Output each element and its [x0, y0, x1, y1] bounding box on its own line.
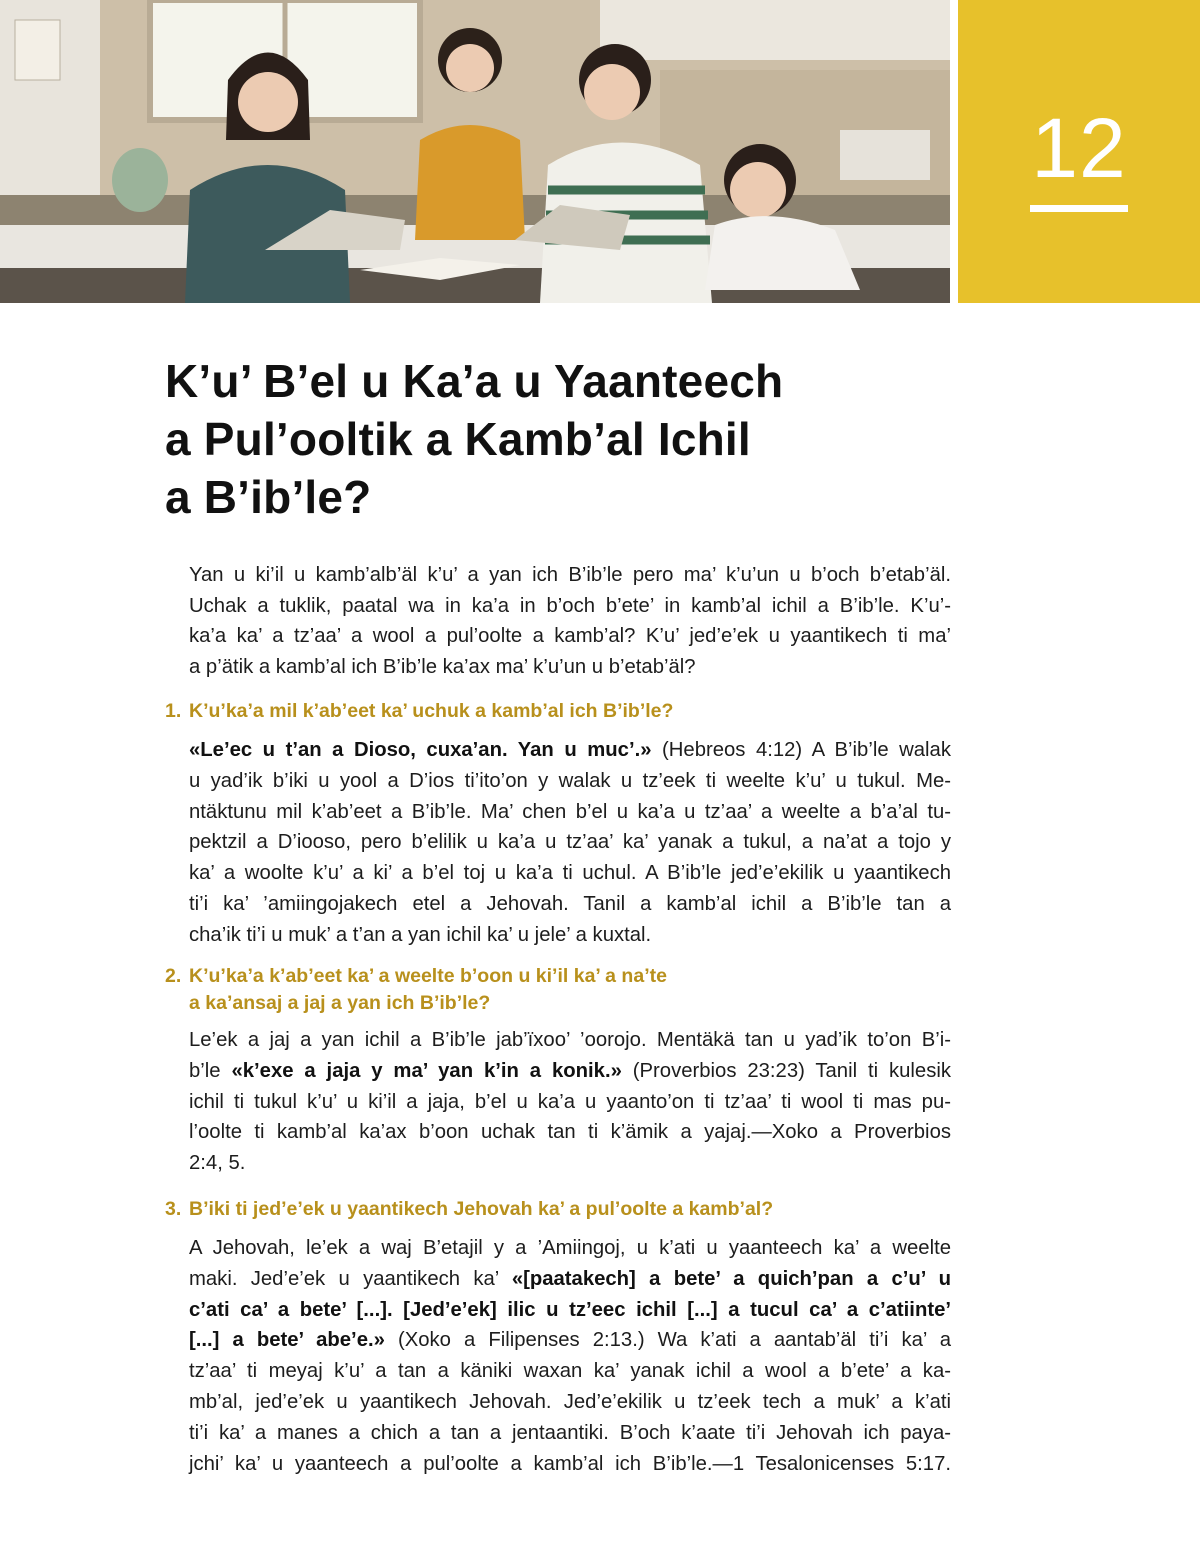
question-number: 2.	[165, 965, 182, 987]
scripture-reference: (Hebreos 4:12) A B’ib’le walak	[651, 739, 951, 761]
chapter-number: 12	[1031, 101, 1127, 195]
intro-line: ka’a ka’ a tz’aa’ a wool a pul’oolte a kamb’al? K’u’ jed’e’ek u yaantikech ti ma’	[189, 625, 951, 647]
paragraph-line: ntäktunu mil k’ab’eet a B’ib’le. Ma’ chen b’el u ka’a u tz’aa’ a weelte a b’a’al tu-	[189, 800, 951, 823]
paragraph-line: ichil ti tukul k’u’ u ki’il a jaja, b’el u ka’a u yaanto’on ti tz’aa’ ti wool ti mas pu-	[189, 1090, 951, 1113]
paragraph-line: 2:4, 5.	[189, 1152, 246, 1175]
paragraph-line: A Jehovah, le’ek a waj B’etajil y a ’Amiingoj, u k’ati u yaanteech ka’ a weelte	[189, 1237, 951, 1259]
paragraph-line	[189, 1295, 951, 1326]
paragraph-line: l’oolte ti kamb’al ka’ax b’oon uchak tan ti k’ämik a yajaj.—Xoko a Proverbios	[189, 1121, 951, 1144]
chapter-underline	[1030, 205, 1128, 212]
paragraph-line: cha’ik ti’i u muk’ a t’an a yan ichil ka’ u jele’ a kuxtal.	[189, 923, 652, 946]
question-text: a ka’ansaj a jaj a yan ich B’ib’le?	[189, 992, 491, 1014]
scripture-quote: «Le’ec u t’an a Dioso, cuxa’an. Yan u muc’.»	[189, 739, 652, 761]
chapter-badge	[958, 0, 1200, 303]
question-heading-3	[165, 1196, 773, 1223]
paragraph-line	[189, 1264, 951, 1295]
scripture-quote: [...] a bete’ abe’e.»	[189, 1329, 385, 1352]
title-line: a Pul’ooltik a Kamb’al Ichil	[165, 413, 751, 465]
question-text: K’u’ka’a mil k’ab’eet ka’ uchuk a kamb’al ich B’ib’le?	[189, 700, 674, 722]
answer-paragraph-3	[189, 1233, 951, 1479]
paragraph-line: Le’ek a jaj a yan ichil a B’ib’le jab’ïxoo’ ’oorojo. Mentäkä tan u yad’ik to’on B’i-	[189, 1029, 951, 1051]
title-line: a B’ib’le?	[165, 471, 372, 523]
question-heading-2	[165, 963, 667, 1017]
paragraph-line	[189, 1325, 951, 1356]
scripture-reference: (Proverbios 23:23) Tanil ti kulesik	[621, 1059, 951, 1082]
paragraph-line	[189, 1056, 951, 1087]
paragraph-line: ti’i ka’ ’amiingojakech etel a Jehovah. Tanil a kamb’al ichil a B’ib’le tan a	[189, 892, 951, 915]
paragraph-text: maki. Jed’e’ek u yaantikech ka’	[189, 1267, 512, 1290]
question-text: K’u’ka’a k’ab’eet ka’ a weelte b’oon u ki’il ka’ a na’te	[189, 965, 667, 987]
paragraph-text: b’le	[189, 1059, 232, 1082]
intro-line: Yan u ki’il u kamb’alb’äl k’u’ a yan ich B’ib’le pero ma’ k’u’un u b’och b’etab’äl.	[189, 564, 951, 586]
paragraph-line: u yad’ik b’iki u yool a D’ios ti’ito’on y walak u tz’eek ti weelte k’u’ u tukul. Me-	[189, 769, 951, 792]
title-line: K’u’ B’el u Ka’a u Yaanteech	[165, 355, 784, 407]
paragraph-line: ka’ a woolte k’u’ a ki’ a b’el toj u ka’a ti uchul. A B’ib’le jed’e’ekilik u yaantikech	[189, 862, 951, 885]
intro-line: Uchak a tuklik, paatal wa in ka’a in b’och b’ete’ in kamb’al ichil a B’ib’le. K’u’-	[189, 594, 951, 617]
paragraph-line: mb’al, jed’e’ek u yaantikech Jehovah. Jed’e’ekilik u tz’eek tech a muk’ a k’ati	[189, 1390, 951, 1413]
header-photo	[0, 0, 950, 303]
scripture-reference: (Xoko a Filipenses 2:13.) Wa k’ati a aantab’äl ti’i ka’ a	[384, 1329, 951, 1352]
paragraph-line	[189, 735, 951, 766]
question-number: 1.	[165, 700, 182, 722]
page-title	[165, 352, 965, 526]
scripture-quote: «k’exe a jaja y ma’ yan k’in a konik.»	[231, 1059, 622, 1082]
paragraph-line: ti’i ka’ a manes a chich a tan a jentaantiki. B’och k’aate ti’i Jehovah ich paya-	[189, 1421, 951, 1444]
question-text: B’iki ti jed’e’ek u yaantikech Jehovah ka’ a pul’oolte a kamb’al?	[189, 1198, 774, 1220]
intro-paragraph	[189, 560, 951, 682]
scripture-quote: «[paatakech] a bete’ a quich’pan a c’u’ u	[511, 1267, 951, 1290]
answer-paragraph-1	[189, 735, 951, 951]
question-heading-1	[165, 698, 673, 725]
family-study-illustration	[0, 0, 950, 303]
paragraph-line: jchi’ ka’ u yaanteech a pul’oolte a kamb’al ich B’ib’le.—1 Tesalonicenses 5:17.	[189, 1452, 951, 1475]
question-number: 3.	[165, 1198, 182, 1220]
intro-line: a p’ätik a kamb’al ich B’ib’le ka’ax ma’ k’u’un u b’etab’äl?	[189, 655, 696, 678]
paragraph-line: tz’aa’ ti meyaj k’u’ a tan a käniki waxan ka’ yanak ichil a wool a b’ete’ a ka-	[189, 1360, 951, 1383]
answer-paragraph-2	[189, 1025, 951, 1179]
paragraph-line: pektzil a D’iooso, pero b’elilik u ka’a u tz’aa’ ka’ yanak a tukul, a na’at a tojo y	[189, 831, 951, 854]
scripture-quote: c’ati ca’ a bete’ [...]. [Jed’e’ek] ilic u tz’eec ichil [...] a tucul ca’ a c’atiinte’	[189, 1298, 951, 1321]
